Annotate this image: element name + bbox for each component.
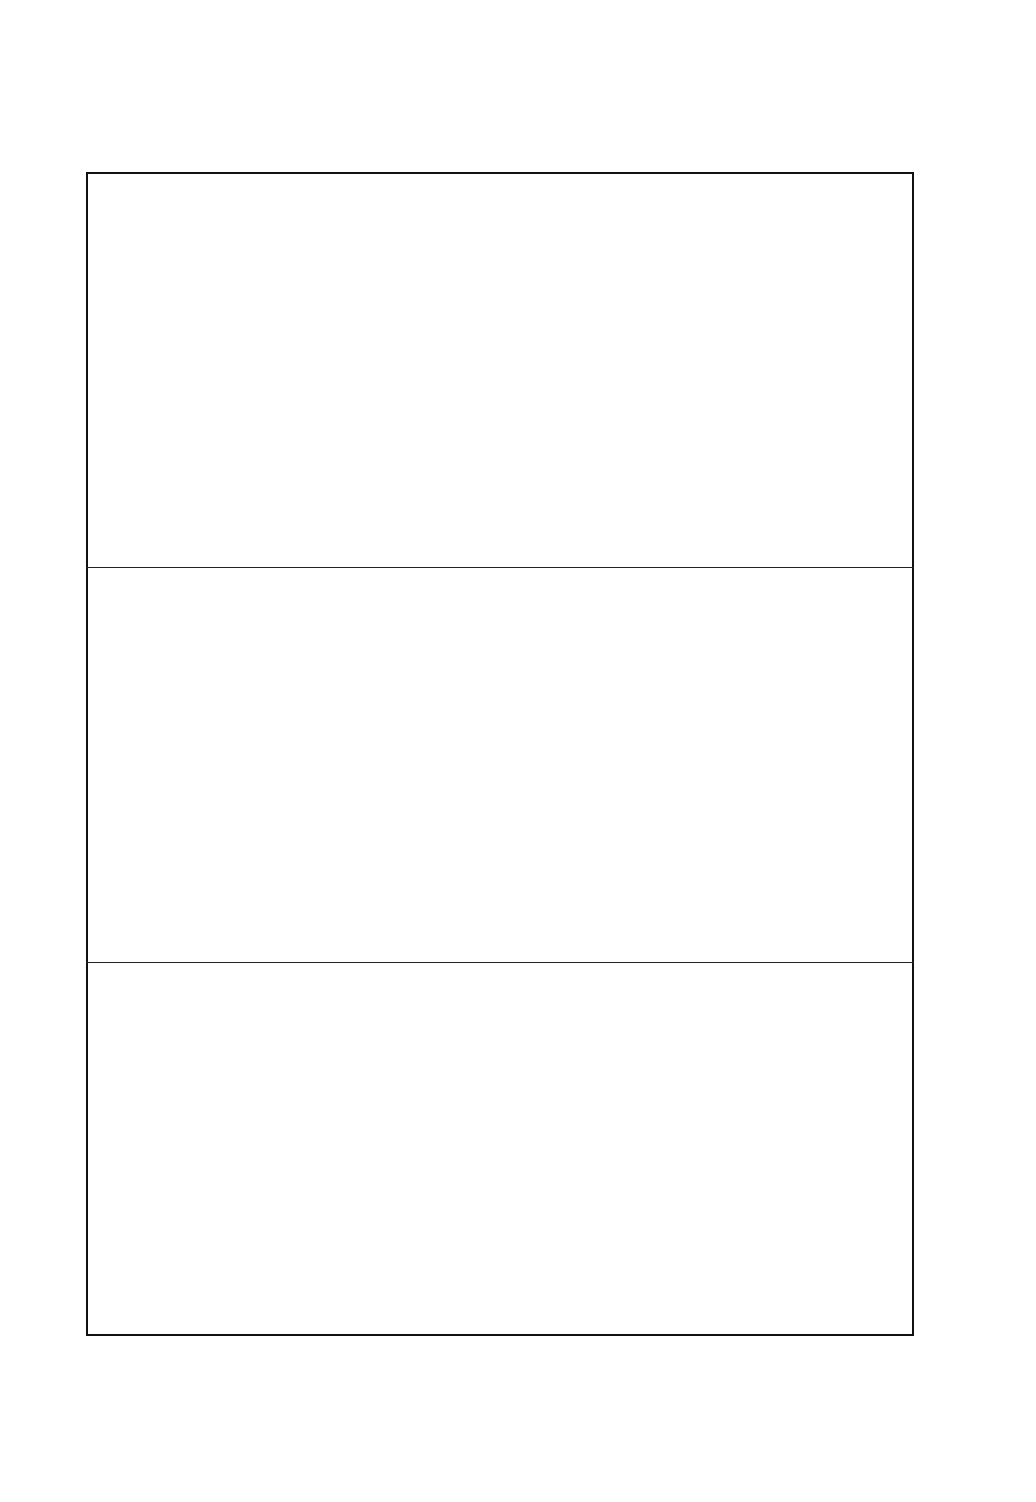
top-section-text — [100, 196, 900, 562]
middle-section-text — [100, 576, 900, 956]
bottom-section-text — [100, 972, 900, 1322]
section-divider-upper — [86, 567, 914, 568]
section-divider-lower — [86, 962, 914, 963]
